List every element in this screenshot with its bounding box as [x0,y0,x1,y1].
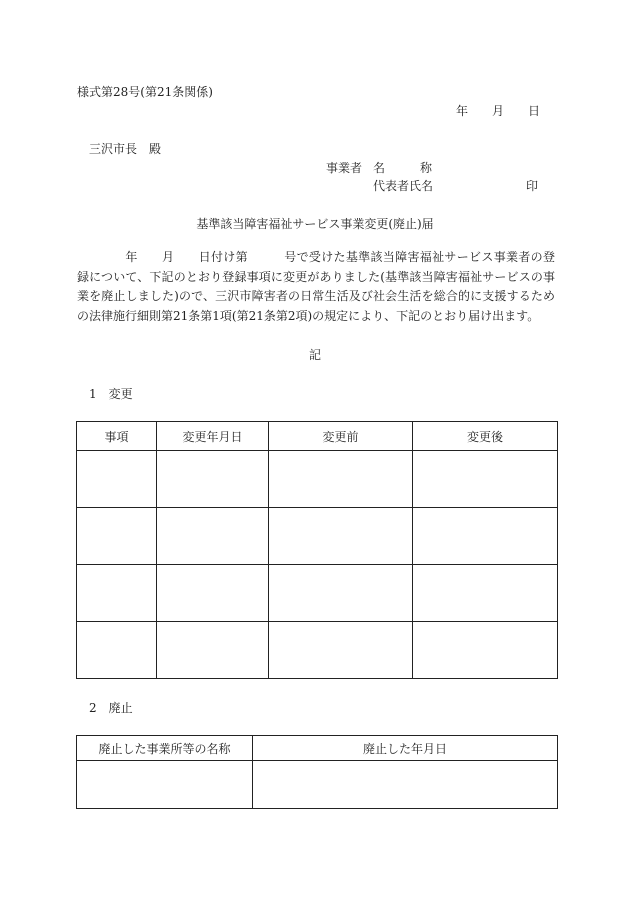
cell-after[interactable] [413,565,558,622]
table-row [77,451,558,508]
cell-after[interactable] [413,451,558,508]
section2-label: 2 廃止 [89,701,133,715]
cell-office-name[interactable] [77,761,253,809]
document-title: 基準該当障害福祉サービス事業変更(廃止)届 [196,217,434,231]
body-paragraph [77,248,555,326]
cell-jikou[interactable] [77,451,157,508]
cell-before[interactable] [269,451,413,508]
cell-jikou[interactable] [77,622,157,679]
representative-label: 代表者氏名 [373,179,434,193]
cell-before[interactable] [269,565,413,622]
name-label-char2: 称 [420,161,433,175]
form-number: 様式第28号(第21条関係) [77,85,213,99]
seal-mark: 印 [526,179,539,193]
cell-jikou[interactable] [77,508,157,565]
section1-label: 1 変更 [89,387,133,401]
header-after: 変更後 [413,422,558,451]
cell-after[interactable] [413,622,558,679]
date-year-label: 年 [456,104,469,118]
cell-change-date[interactable] [157,451,269,508]
cell-before[interactable] [269,508,413,565]
header-abolition-date: 廃止した年月日 [253,736,558,761]
abolition-table [76,735,558,809]
cell-change-date[interactable] [157,565,269,622]
change-table [76,421,558,679]
cell-jikou[interactable] [77,565,157,622]
header-office-name: 廃止した事業所等の名称 [77,736,253,761]
table-row [77,508,558,565]
cell-abolition-date[interactable] [253,761,558,809]
intro-day: 日付け第 [198,250,248,264]
intro-year: 年 [125,250,138,264]
business-label: 事業者 [326,161,363,175]
table-row [77,622,558,679]
date-day-label: 日 [528,104,541,118]
name-label-char1: 名 [373,161,386,175]
table-row [77,761,558,809]
addressee: 三沢市長 殿 [89,142,162,156]
ki-mark: 記 [308,348,321,362]
header-change-date: 変更年月日 [157,422,269,451]
table-row [77,565,558,622]
header-jikou: 事項 [77,422,157,451]
cell-change-date[interactable] [157,622,269,679]
intro-month: 月 [161,250,175,264]
date-month-label: 月 [492,104,505,118]
cell-change-date[interactable] [157,508,269,565]
header-before: 変更前 [269,422,413,451]
cell-after[interactable] [413,508,558,565]
intro-rest: 号で受けた基準該当障害福祉サービス事業者の登録について、下記のとおり登録事項に変更がありました(基準該当障害福祉サービスの事業を廃止しました)ので、三沢市障害者の日常生活及び社会生活を総合的に支援するための法律施行細則第21条第1項(第21条第2項)の規定により、下記のとおり届け出ます。 [77,250,555,323]
cell-before[interactable] [269,622,413,679]
